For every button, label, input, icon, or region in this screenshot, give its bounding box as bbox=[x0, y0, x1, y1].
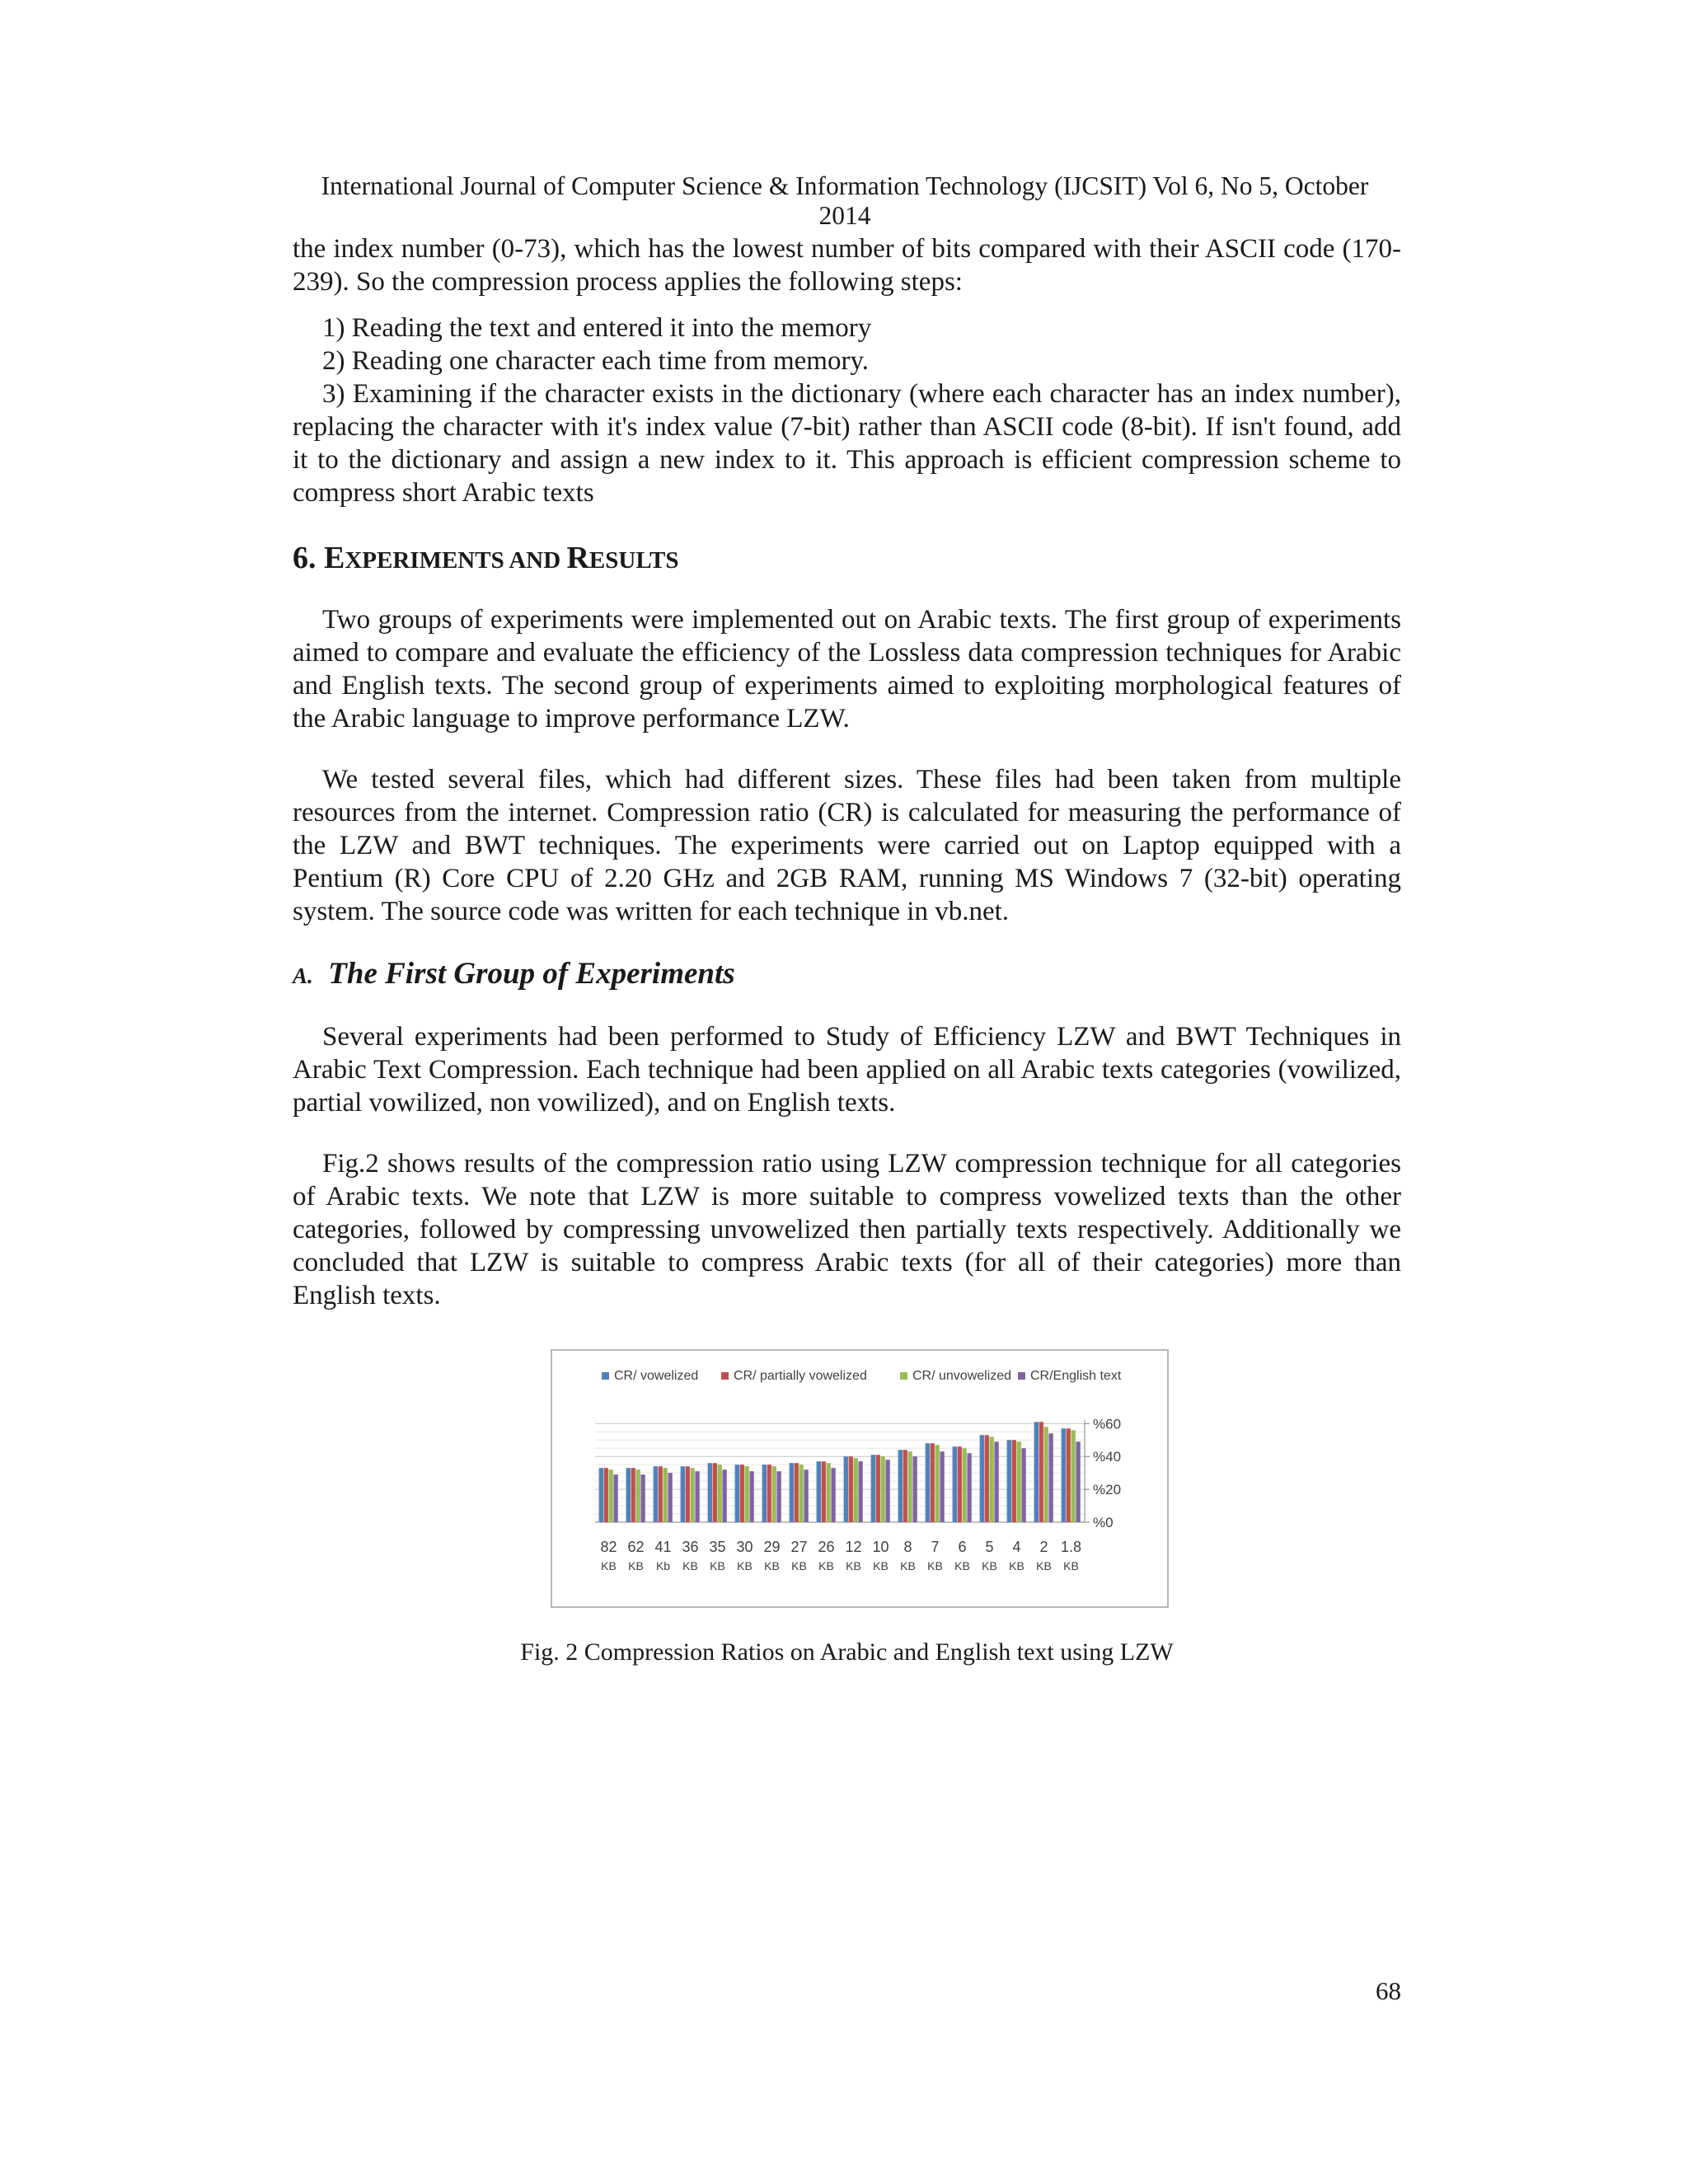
x-tick-label-value: 26 bbox=[818, 1539, 835, 1555]
x-tick-label-unit: KB bbox=[601, 1559, 617, 1572]
bar bbox=[844, 1456, 848, 1522]
intro-block bbox=[293, 232, 1401, 509]
bar-chart bbox=[552, 1351, 1167, 1606]
x-tick-label-unit: KB bbox=[818, 1559, 834, 1572]
bar bbox=[695, 1471, 699, 1522]
bar bbox=[935, 1445, 940, 1522]
bar bbox=[953, 1446, 957, 1522]
step-1: 1) Reading the text and entered it into the memory bbox=[322, 313, 872, 343]
bar bbox=[912, 1456, 917, 1522]
bar bbox=[691, 1468, 695, 1522]
bar bbox=[659, 1466, 663, 1522]
x-tick-label-unit: KB bbox=[1009, 1559, 1025, 1572]
section-6-paragraph-1: Two groups of experiments were implemented out on Arabic texts. The first group of experiments aimed to compare and evaluate the efficiency of the Lossless data compression techniques for Arabic and English texts. The second group of experiments aimed to exploiting morphological features of the Arabic language to improve performance LZW. bbox=[293, 605, 1401, 733]
bar bbox=[985, 1435, 989, 1522]
bar bbox=[631, 1468, 635, 1522]
bar bbox=[903, 1450, 907, 1522]
x-tick-label-unit: KB bbox=[846, 1559, 861, 1572]
section-6-heading: 6. EXPERIMENTS AND RESULTS bbox=[293, 541, 679, 575]
bar bbox=[885, 1460, 889, 1522]
subsection-a-body bbox=[293, 1020, 1401, 1312]
y-tick-label: %20 bbox=[1093, 1482, 1122, 1498]
x-tick-label-value: 4 bbox=[1012, 1539, 1021, 1555]
bar bbox=[1012, 1440, 1016, 1522]
bar bbox=[718, 1465, 722, 1522]
legend-swatch bbox=[721, 1372, 729, 1380]
x-tick-label-value: 29 bbox=[763, 1539, 781, 1555]
x-tick-label-value: 82 bbox=[600, 1539, 617, 1555]
section-number: 6. bbox=[293, 541, 324, 575]
step-2: 2) Reading one character each time from memory. bbox=[322, 346, 870, 376]
x-tick-label-value: 35 bbox=[709, 1539, 726, 1555]
subsection-a-heading: A. The First Group of Experiments bbox=[293, 957, 735, 991]
journal-header: International Journal of Computer Science & Information Technology (IJCSIT) Vol 6, No 5, October 2014 bbox=[321, 171, 1369, 230]
bar bbox=[740, 1465, 744, 1522]
bar bbox=[795, 1463, 799, 1522]
bar bbox=[994, 1441, 998, 1522]
x-tick-label-value: 8 bbox=[903, 1539, 912, 1555]
bar bbox=[1034, 1422, 1039, 1522]
bar bbox=[804, 1469, 808, 1522]
x-tick-label-unit: KB bbox=[737, 1559, 753, 1572]
x-tick-label-unit: KB bbox=[873, 1559, 889, 1572]
legend-swatch bbox=[602, 1372, 609, 1380]
bar bbox=[1021, 1448, 1025, 1522]
bar bbox=[762, 1465, 767, 1522]
bar bbox=[772, 1466, 776, 1522]
x-tick-label-unit: KB bbox=[628, 1559, 644, 1572]
bar bbox=[963, 1448, 967, 1522]
legend-label: CR/English text bbox=[1030, 1369, 1122, 1383]
bar bbox=[990, 1436, 994, 1522]
legend-label: CR/ partially vowelized bbox=[734, 1369, 867, 1383]
bar bbox=[854, 1458, 858, 1522]
bar bbox=[940, 1451, 944, 1522]
x-tick-label-value: 27 bbox=[790, 1539, 808, 1555]
legend-label: CR/ unvowelized bbox=[912, 1369, 1012, 1383]
x-tick-label-value: 7 bbox=[931, 1539, 940, 1555]
x-tick-label-unit: KB bbox=[982, 1559, 997, 1572]
bar bbox=[604, 1468, 608, 1522]
bar bbox=[609, 1469, 613, 1522]
figure-2-chart bbox=[551, 1349, 1169, 1608]
bar bbox=[881, 1456, 885, 1522]
bar bbox=[1062, 1428, 1066, 1522]
bar bbox=[1076, 1441, 1080, 1522]
bar bbox=[1071, 1430, 1076, 1522]
intro-paragraph: the index number (0-73), which has the lowest number of bits compared with their ASCII code (170-239). So the compression process applies the following steps: bbox=[293, 234, 1401, 297]
bar bbox=[599, 1468, 603, 1522]
bar bbox=[827, 1463, 831, 1522]
x-tick-label-value: 6 bbox=[958, 1539, 967, 1555]
bar bbox=[817, 1461, 821, 1522]
bar bbox=[898, 1450, 903, 1522]
bar bbox=[636, 1469, 640, 1522]
bar bbox=[799, 1465, 804, 1522]
bar bbox=[926, 1443, 930, 1522]
legend-swatch bbox=[1018, 1372, 1025, 1380]
bar bbox=[654, 1466, 658, 1522]
x-tick-label-unit: KB bbox=[900, 1559, 916, 1572]
y-tick-label: %40 bbox=[1093, 1449, 1122, 1465]
legend-swatch bbox=[900, 1372, 907, 1380]
x-tick-label-unit: KB bbox=[1063, 1559, 1079, 1572]
legend-label: CR/ vowelized bbox=[614, 1369, 699, 1383]
bar bbox=[790, 1463, 794, 1522]
x-tick-label-unit: KB bbox=[1036, 1559, 1052, 1572]
figure-2-caption: Fig. 2 Compression Ratios on Arabic and English text using LZW bbox=[520, 1638, 1174, 1666]
y-tick-label: %60 bbox=[1093, 1416, 1122, 1432]
subsection-a-paragraph-2: Fig.2 shows results of the compression ratio using LZW compression technique for all categories of Arabic texts. We note that LZW is more suitable to compress vowelized texts than the other categories, followed by compressing unvowelized then partially texts respectively. Additionally we concluded that LZW is suitable to compress Arabic texts (for all of their categories) more than English texts. bbox=[293, 1149, 1401, 1310]
x-tick-label-value: 12 bbox=[845, 1539, 862, 1555]
x-tick-label-unit: KB bbox=[710, 1559, 725, 1572]
bar bbox=[776, 1471, 781, 1522]
subsection-a-paragraph-1: Several experiments had been performed to Study of Efficiency LZW and BWT Techniques in Arabic Text Compression. Each technique had been applied on all Arabic texts categories (vowilized, partial vowilized, non vowilized), and on English texts. bbox=[293, 1022, 1401, 1118]
bar bbox=[663, 1468, 668, 1522]
bar bbox=[967, 1453, 971, 1522]
x-tick-label-value: 36 bbox=[682, 1539, 699, 1555]
x-tick-label-unit: KB bbox=[791, 1559, 807, 1572]
section-6-paragraph-2: We tested several files, which had different sizes. These files had been taken from multiple resources from the internet. Compression ratio (CR) is calculated for measuring the performance of the LZW and BWT techniques. The experiments were carried out on Laptop equipped with a Pentium (R) Core CPU of 2.20 GHz and 2GB RAM, running MS Windows 7 (32-bit) operating system. The source code was written for each technique in vb.net. bbox=[293, 765, 1401, 926]
bar bbox=[858, 1461, 862, 1522]
x-tick-label-value: 2 bbox=[1039, 1539, 1048, 1555]
x-tick-label-value: 1.8 bbox=[1060, 1539, 1082, 1555]
x-tick-label-unit: Kb bbox=[655, 1559, 671, 1572]
x-tick-label-unit: KB bbox=[954, 1559, 970, 1572]
bar bbox=[1067, 1428, 1071, 1522]
x-tick-label-value: 10 bbox=[872, 1539, 889, 1555]
bar bbox=[713, 1463, 717, 1522]
step-3: 3) Examining if the character exists in the dictionary (where each character has an index number), replacing the character with it's index value (7-bit) rather than ASCII code (8-bit). If isn't found, add it to the dictionary and assign a new index to it. This approach is efficient compression scheme to compress short Arabic texts bbox=[293, 379, 1401, 508]
x-tick-label-unit: KB bbox=[764, 1559, 780, 1572]
bar bbox=[1048, 1433, 1053, 1522]
bar bbox=[1044, 1427, 1048, 1522]
bar bbox=[613, 1474, 617, 1522]
x-tick-label-value: 62 bbox=[627, 1539, 645, 1555]
bar bbox=[681, 1466, 685, 1522]
bar bbox=[749, 1471, 753, 1522]
x-tick-label-unit: KB bbox=[682, 1559, 698, 1572]
y-tick-label: %0 bbox=[1093, 1515, 1114, 1530]
x-tick-label-value: 30 bbox=[736, 1539, 753, 1555]
bar bbox=[822, 1461, 826, 1522]
bar bbox=[849, 1456, 853, 1522]
bar bbox=[871, 1455, 875, 1522]
bar bbox=[1039, 1422, 1043, 1522]
bar bbox=[1017, 1441, 1021, 1522]
bar bbox=[980, 1435, 984, 1522]
bar bbox=[1007, 1440, 1011, 1522]
x-tick-label-value: 41 bbox=[654, 1539, 672, 1555]
bar bbox=[722, 1469, 726, 1522]
bar bbox=[745, 1466, 749, 1522]
bar bbox=[958, 1446, 962, 1522]
bar bbox=[668, 1473, 672, 1522]
bar bbox=[908, 1451, 912, 1522]
bar bbox=[831, 1468, 835, 1522]
bar bbox=[767, 1465, 771, 1522]
bar bbox=[735, 1465, 739, 1522]
bar bbox=[640, 1474, 645, 1522]
bar bbox=[686, 1466, 690, 1522]
page-number: 68 bbox=[1376, 1976, 1401, 2005]
bar bbox=[931, 1443, 935, 1522]
x-tick-label-unit: KB bbox=[927, 1559, 943, 1572]
section-6-body bbox=[293, 603, 1401, 928]
bar bbox=[708, 1463, 712, 1522]
bar bbox=[876, 1455, 880, 1522]
x-tick-label-value: 5 bbox=[985, 1539, 994, 1555]
bar bbox=[626, 1468, 631, 1522]
